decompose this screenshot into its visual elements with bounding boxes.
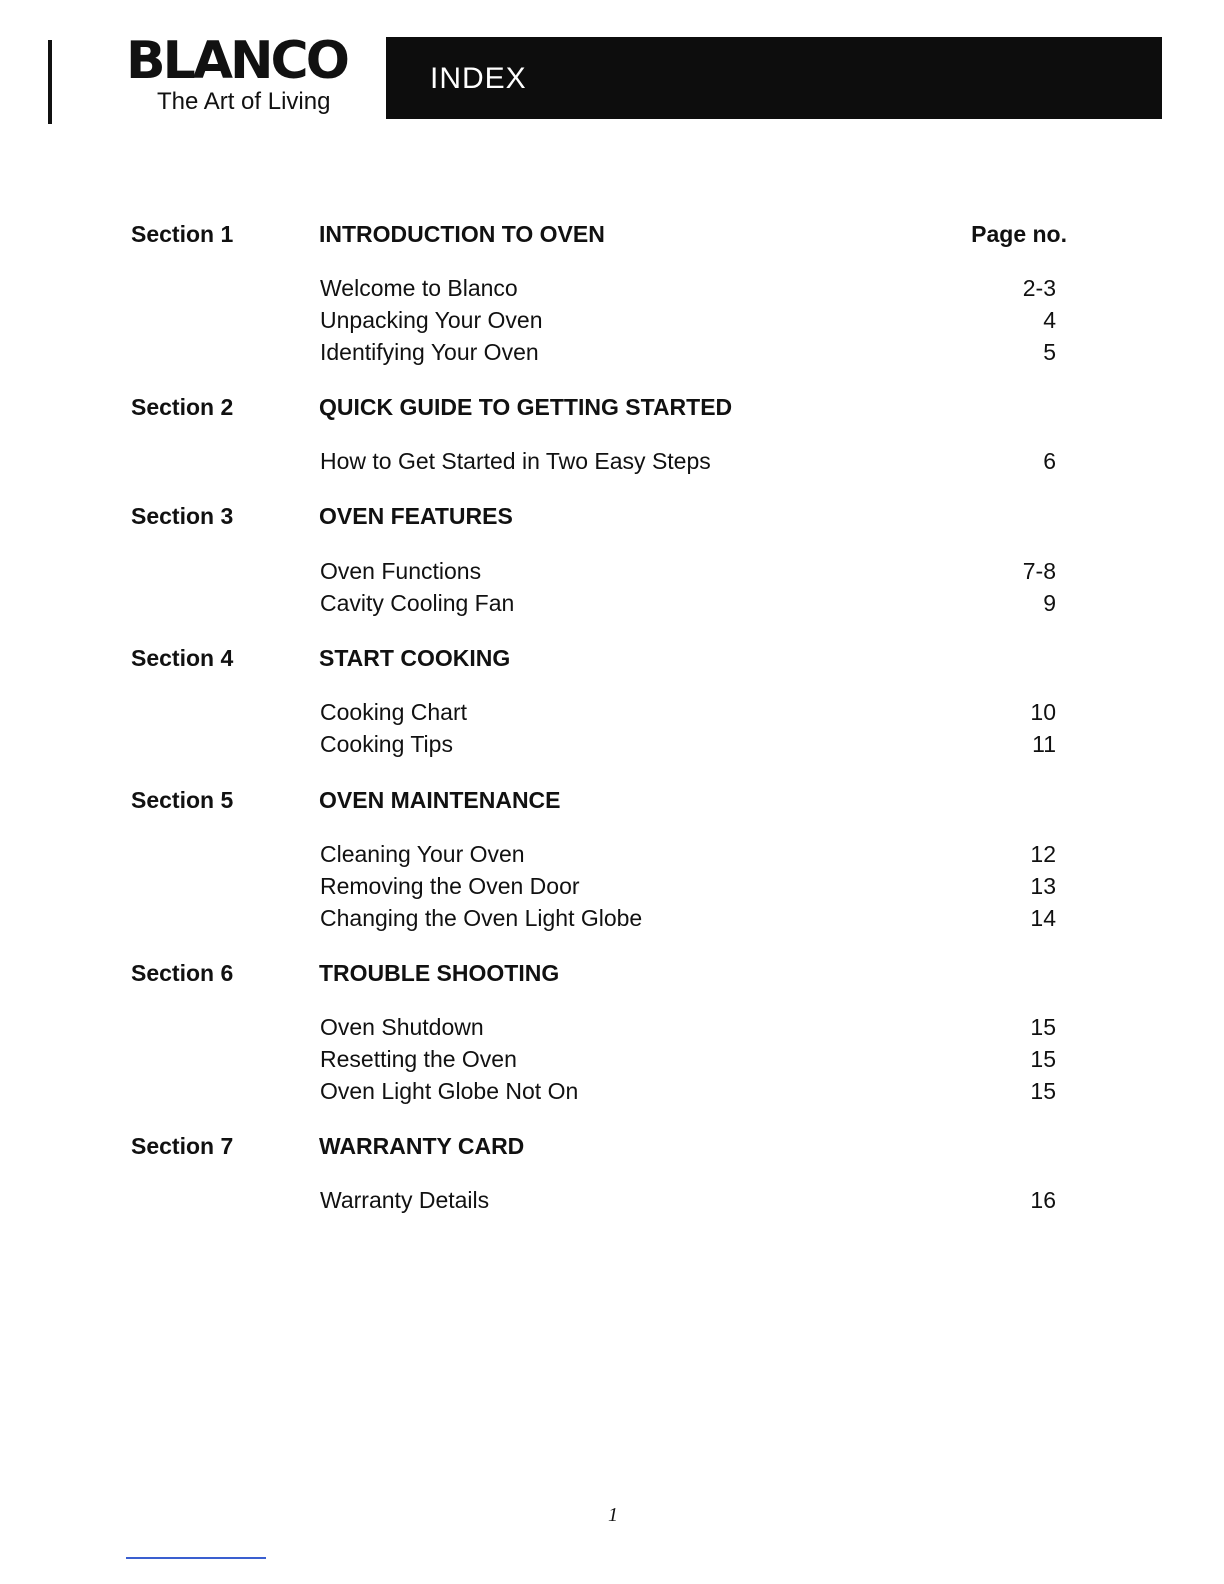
index-entry[interactable] — [0, 587, 1224, 619]
section-row — [0, 784, 1224, 816]
entry-page-number: 6 — [1043, 448, 1056, 474]
entry-page-number: 10 — [1030, 699, 1056, 725]
page-column-header: Page no. — [971, 221, 1067, 247]
index-entry[interactable] — [0, 696, 1224, 728]
section-title: OVEN FEATURES — [319, 503, 513, 529]
section-label: Section 1 — [131, 221, 234, 247]
entry-title: Warranty Details — [320, 1187, 490, 1213]
entry-title: Cavity Cooling Fan — [320, 590, 515, 616]
index-entry[interactable] — [0, 336, 1224, 368]
entry-title: Changing the Oven Light Globe — [320, 905, 643, 931]
index-entry[interactable] — [0, 1011, 1224, 1043]
section-title: INTRODUCTION TO OVEN — [319, 221, 605, 247]
index-entry[interactable] — [0, 902, 1224, 934]
entry-title: Oven Shutdown — [320, 1014, 484, 1040]
entry-page-number: 5 — [1043, 339, 1056, 365]
section-row — [0, 642, 1224, 674]
entry-page-number: 16 — [1030, 1187, 1056, 1213]
entry-title: Removing the Oven Door — [320, 873, 580, 899]
section-row — [0, 391, 1224, 423]
section-title: QUICK GUIDE TO GETTING STARTED — [319, 394, 733, 420]
section-row — [0, 957, 1224, 989]
entry-title: Cooking Tips — [320, 731, 453, 757]
section-title: WARRANTY CARD — [319, 1133, 525, 1159]
entry-title: Unpacking Your Oven — [320, 307, 543, 333]
entry-title: Welcome to Blanco — [320, 275, 518, 301]
header-bar — [386, 37, 1162, 119]
index-entry[interactable] — [0, 870, 1224, 902]
entry-page-number: 2-3 — [1022, 275, 1056, 301]
entry-title: Cooking Chart — [320, 699, 468, 725]
index-entry[interactable] — [0, 838, 1224, 870]
entry-page-number: 15 — [1030, 1046, 1056, 1072]
entry-title: Resetting the Oven — [320, 1046, 517, 1072]
section-label: Section 4 — [131, 645, 234, 671]
entry-page-number: 9 — [1043, 590, 1056, 616]
index-entry[interactable] — [0, 555, 1224, 587]
entry-title: How to Get Started in Two Easy Steps — [320, 448, 711, 474]
logo-wordmark: BLANCO — [126, 31, 347, 91]
logo-tagline: The Art of Living — [157, 88, 331, 115]
section-label: Section 6 — [131, 960, 234, 986]
entry-title: Oven Light Globe Not On — [320, 1078, 579, 1104]
index-entry[interactable] — [0, 1075, 1224, 1107]
section-label: Section 7 — [131, 1133, 234, 1159]
index-entry[interactable] — [0, 1184, 1224, 1216]
index-entry[interactable] — [0, 445, 1224, 477]
entry-title: Cleaning Your Oven — [320, 841, 525, 867]
section-label: Section 5 — [131, 787, 234, 813]
entry-page-number: 13 — [1030, 873, 1056, 899]
index-entry[interactable] — [0, 272, 1224, 304]
bottom-rule — [126, 1557, 266, 1559]
entry-title: Identifying Your Oven — [320, 339, 539, 365]
footer-page-number: 1 — [608, 1504, 618, 1526]
section-title: TROUBLE SHOOTING — [319, 960, 560, 986]
entry-page-number: 15 — [1030, 1078, 1056, 1104]
section-title: OVEN MAINTENANCE — [319, 787, 561, 813]
section-title: START COOKING — [319, 645, 511, 671]
entry-title: Oven Functions — [320, 558, 482, 584]
index-entry[interactable] — [0, 728, 1224, 760]
section-row — [0, 500, 1224, 532]
blanco-logo — [126, 30, 347, 116]
entry-page-number: 15 — [1030, 1014, 1056, 1040]
entry-page-number: 7-8 — [1022, 558, 1056, 584]
entry-page-number: 4 — [1043, 307, 1056, 333]
index-entry[interactable] — [0, 1043, 1224, 1075]
entry-page-number: 11 — [1032, 731, 1056, 757]
section-label: Section 2 — [131, 394, 234, 420]
section-label: Section 3 — [131, 503, 234, 529]
entry-page-number: 14 — [1030, 905, 1056, 931]
section-row — [0, 1130, 1224, 1162]
entry-page-number: 12 — [1030, 841, 1056, 867]
section-row — [0, 218, 1224, 250]
page-title: INDEX — [430, 62, 527, 95]
index-entry[interactable] — [0, 304, 1224, 336]
binding-line — [48, 40, 52, 124]
